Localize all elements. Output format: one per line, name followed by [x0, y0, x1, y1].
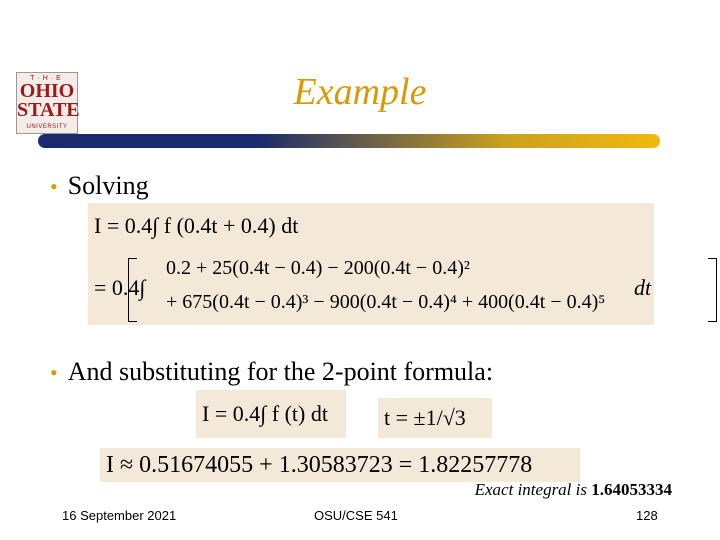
polynomial-row-2: + 675(0.4t − 0.4)³ − 900(0.4t − 0.4)⁴ + 400(0.4t − 0.4)⁵ — [166, 291, 606, 313]
integral-equation-block — [88, 203, 654, 325]
exact-value: 1.64053334 — [591, 480, 672, 499]
exact-label: Exact integral is — [474, 480, 587, 499]
bullet-marker: • — [50, 360, 58, 385]
bullet-marker: • — [50, 174, 58, 199]
gauss-points: t = ±1/√3 — [378, 398, 492, 438]
footer-course: OSU/CSE 541 — [314, 508, 398, 523]
equation-line-1: I = 0.4∫ f (0.4t + 0.4) dt — [94, 213, 299, 238]
equation-dt: dt — [634, 275, 652, 300]
slide-title: Example — [293, 71, 427, 113]
title-divider — [38, 134, 660, 148]
university-logo — [16, 72, 78, 134]
approximation-result: I ≈ 0.51674055 + 1.30583723 = 1.82257778 — [100, 448, 580, 482]
bullet-text: And substituting for the 2-point formula: — [67, 357, 494, 386]
footer-date: 16 September 2021 — [62, 508, 177, 523]
equation-line-2-prefix: = 0.4∫ — [94, 275, 146, 300]
bullet-text: Solving — [67, 171, 149, 200]
right-bracket — [708, 258, 717, 322]
bullet-substituting — [50, 356, 493, 389]
logo-ohio: OHIO — [19, 80, 75, 102]
exact-integral-note — [475, 480, 672, 500]
polynomial-row-1: 0.2 + 25(0.4t − 0.4) − 200(0.4t − 0.4)² — [166, 257, 470, 279]
left-bracket — [128, 258, 137, 322]
two-point-integral: I = 0.4∫ f (t) dt — [196, 390, 346, 438]
logo-the: T·H·E — [30, 75, 64, 82]
footer-page-number: 128 — [636, 508, 658, 523]
logo-university: UNIVERSITY — [26, 124, 68, 130]
bullet-solving — [50, 170, 149, 203]
logo-state: STATE — [17, 99, 80, 121]
